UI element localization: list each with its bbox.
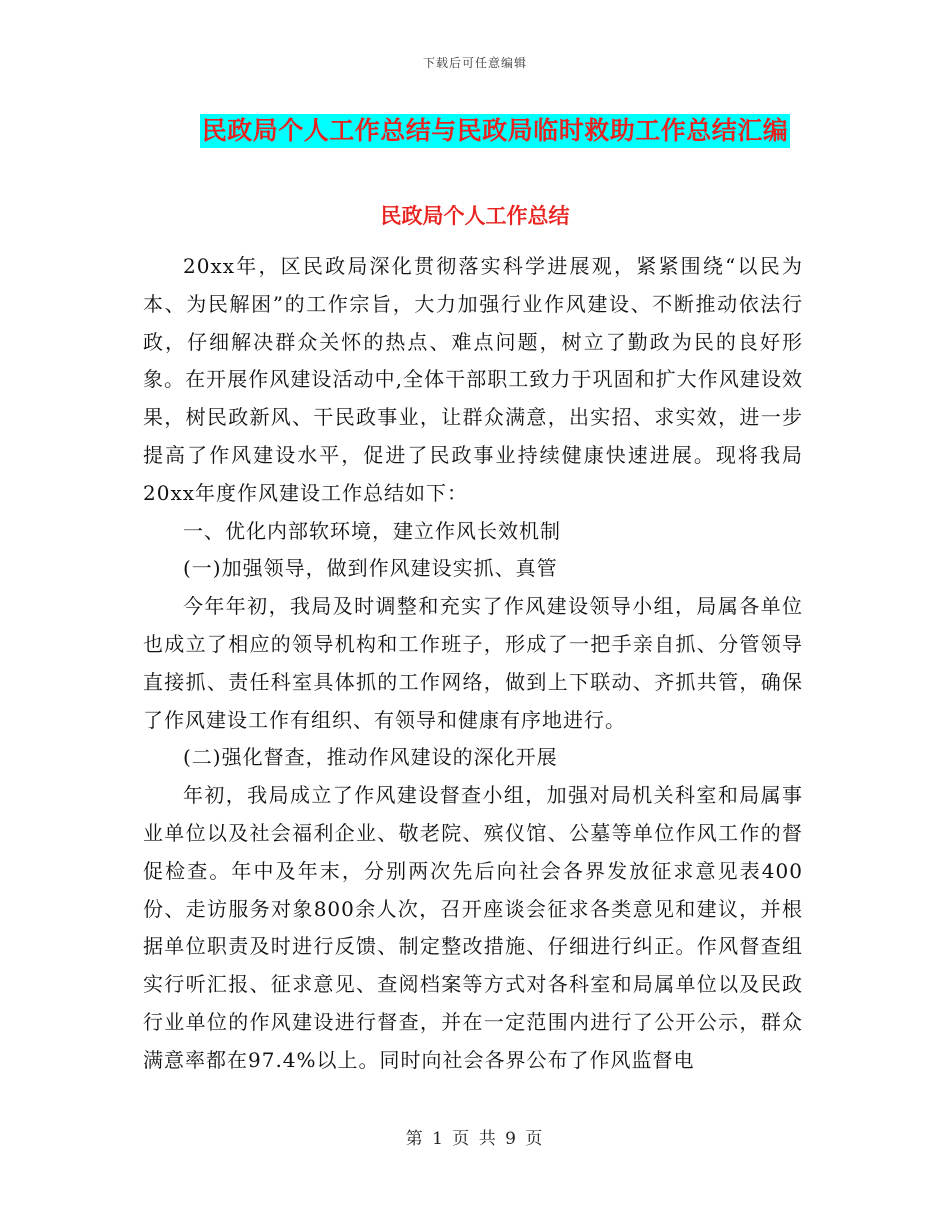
page-number-footer: 第 1 页 共 9 页 — [405, 1129, 545, 1149]
paragraph: 今年年初，我局及时调整和充实了作风建设领导小组，局属各单位也成立了相应的领导机构和工作班子，形成了一把手亲自抓、分管领导直接抓、责任科室具体抓的工作网络，做到上下联动、齐抓共管，确保了作风建设工作有组织、有领导和健康有序地进行。 — [143, 594, 803, 732]
document-body — [143, 248, 803, 1080]
main-title-container — [0, 114, 950, 148]
section-title: 民政局个人工作总结 — [380, 204, 570, 228]
heading-level-2: (二)强化督查，推动作风建设的深化开展 — [183, 745, 558, 770]
document-main-title: 民政局个人工作总结与民政局临时救助工作总结汇编 — [200, 114, 791, 148]
paragraph: 20xx年，区民政局深化贯彻落实科学进展观，紧紧围绕“以民为本、为民解困”的工作宗旨，大力加强行业作风建设、不断推动依法行政，仔细解决群众关怀的热点、难点问题，树立了勤政为民的良好形象。在开展作风建设活动中,全体干部职工致力于巩固和扩大作风建设效果，树民政新风、干民政事业，让群众满意，出实招、求实效，进一步提高了作风建设水平，促进了民政事业持续健康快速进展。现将我局20xx年度作风建设工作总结如下： — [143, 254, 803, 505]
page-header-note: 下载后可任意编辑 — [422, 56, 527, 70]
heading-level-1: 一、优化内部软环境，建立作风长效机制 — [183, 518, 561, 543]
heading-level-2: (一)加强领导，做到作风建设实抓、真管 — [183, 556, 558, 581]
paragraph: 年初，我局成立了作风建设督查小组，加强对局机关科室和局属事业单位以及社会福利企业、敬老院、殡仪馆、公墓等单位作风工作的督促检查。年中及年末，分别两次先后向社会各界发放征求意见表400份、走访服务对象800余人次，召开座谈会征求各类意见和建议，并根据单位职责及时进行反馈、制定整改措施、仔细进行纠正。作风督查组实行听汇报、征求意见、查阅档案等方式对各科室和局属单位以及民政行业单位的作风建设进行督查，并在一定范围内进行了公开公示，群众满意率都在97.4%以上。同时向社会各界公布了作风监督电 — [143, 783, 803, 1072]
